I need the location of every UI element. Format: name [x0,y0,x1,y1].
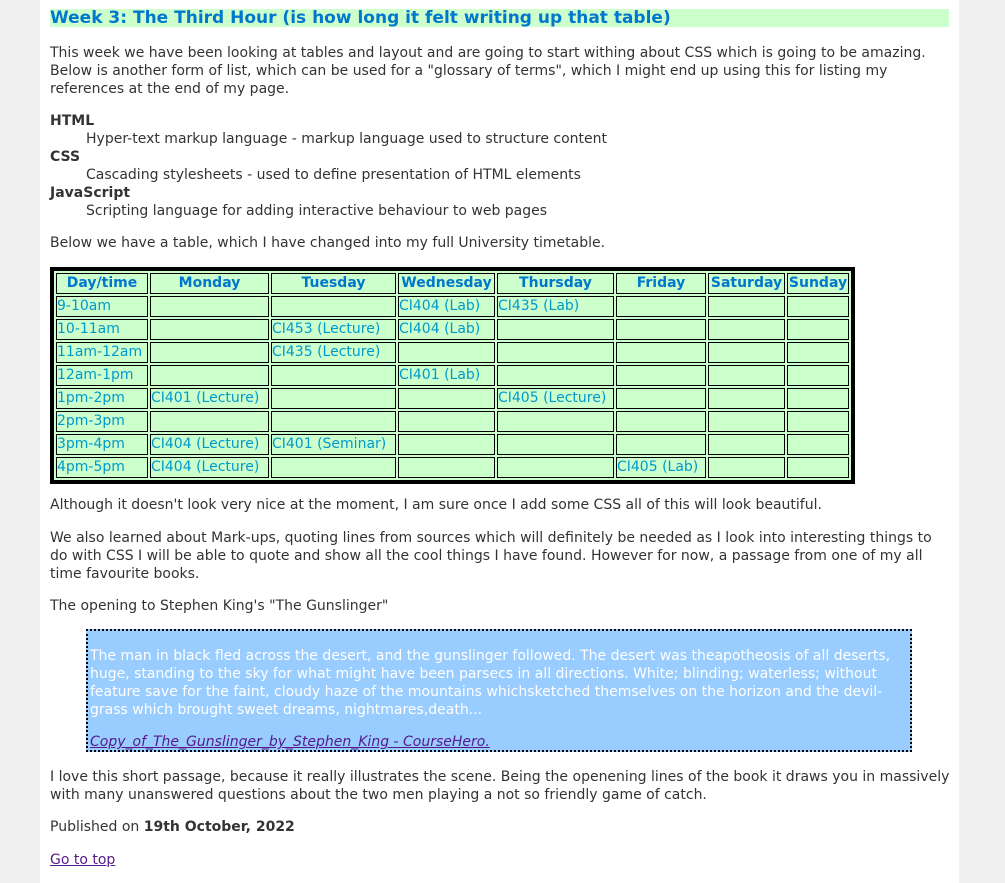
class-cell [497,434,614,455]
header-cell: Tuesday [271,273,396,294]
table-intro: Below we have a table, which I have changed into my full University timetable. [50,235,606,251]
table-row [56,411,849,432]
quote-intro: The opening to Stephen King's "The Gunslinger" [50,598,389,614]
class-cell: CI404 (Lab) [398,296,495,317]
glossary-definition: Scripting language for adding interactive behaviour to web pages [86,203,548,219]
table-row [56,434,849,455]
class-cell [150,342,269,363]
class-cell [708,296,785,317]
class-cell [787,457,849,478]
class-cell [787,319,849,340]
header-cell: Saturday [708,273,785,294]
header-cell: Sunday [787,273,849,294]
quote-citation-link[interactable]: Copy_of_The_Gunslinger_by_Stephen_King - CourseHero. [90,734,490,750]
class-cell [616,365,706,386]
class-cell [271,457,396,478]
closing-paragraph: I love this short passage, because it really illustrates the scene. Being the openening lines of the book it draws you in massively with many unanswered questions about the two men playing a not so friendly game of catch. [50,769,950,803]
class-cell [616,411,706,432]
class-cell [708,457,785,478]
table-row [56,296,849,317]
table-row [56,388,849,409]
class-cell [708,365,785,386]
timetable-body [56,296,849,478]
class-cell [787,411,849,432]
class-cell [150,296,269,317]
table-row [56,319,849,340]
go-to-top-line [50,851,115,869]
time-cell: 12am-1pm [56,365,148,386]
class-cell [398,411,495,432]
class-cell [787,342,849,363]
glossary-term: JavaScript [50,185,131,201]
table-row [56,342,849,363]
time-cell: 11am-12am [56,342,148,363]
time-cell: 4pm-5pm [56,457,148,478]
header-cell: Thursday [497,273,614,294]
class-cell [497,319,614,340]
glossary-definition: Hyper-text markup language - markup language used to structure content [86,131,607,147]
class-cell [398,342,495,363]
book-quote [86,629,912,752]
time-cell: 2pm-3pm [56,411,148,432]
intro-paragraph: This week we have been looking at tables and layout and are going to start withing about CSS which is going to be amazing. Below is another form of list, which can be used for a "glossary of terms", which I might end up using this for listing my references at the end of my page. [50,45,926,97]
glossary-list [50,112,607,220]
week-heading: Week 3: The Third Hour (is how long it felt writing up that table) [50,9,949,27]
time-cell: 1pm-2pm [56,388,148,409]
class-cell [616,296,706,317]
glossary-term: CSS [50,149,81,165]
class-cell [708,434,785,455]
class-cell: CI401 (Lecture) [150,388,269,409]
class-cell [150,319,269,340]
header-cell: Day/time [56,273,148,294]
class-cell: CI404 (Lecture) [150,434,269,455]
class-cell [787,434,849,455]
page [40,0,959,883]
class-cell [497,365,614,386]
table-row [56,365,849,386]
class-cell: CI405 (Lecture) [497,388,614,409]
class-cell: CI405 (Lab) [616,457,706,478]
class-cell [150,365,269,386]
time-cell: 3pm-4pm [56,434,148,455]
quote-text: The man in black fled across the desert, and the gunslinger followed. The desert was theapotheosis of all deserts, huge, standing to the sky for what might have been parsecs in all directions. White; blinding; waterless; without feature save for the faint, cloudy haze of the mountains whichsketched themselves on the horizon and the devil-grass which brought sweet dreams, nightmares,death... [90,648,891,718]
glossary-definition: Cascading stylesheets - used to define presentation of HTML elements [86,167,581,183]
class-cell: CI404 (Lab) [398,319,495,340]
class-cell [708,342,785,363]
published-date: 19th October, 2022 [143,819,295,835]
class-cell: CI435 (Lab) [497,296,614,317]
time-cell: 9-10am [56,296,148,317]
published-label: Published on [50,819,140,835]
class-cell [708,411,785,432]
class-cell [497,342,614,363]
class-cell [787,296,849,317]
class-cell: CI404 (Lecture) [150,457,269,478]
class-cell [150,411,269,432]
class-cell [398,388,495,409]
header-cell: Monday [150,273,269,294]
class-cell [616,319,706,340]
table-row [56,457,849,478]
class-cell [616,342,706,363]
class-cell [616,388,706,409]
class-cell [708,319,785,340]
time-cell: 10-11am [56,319,148,340]
class-cell [616,434,706,455]
glossary-term: HTML [50,113,95,129]
go-to-top-link[interactable]: Go to top [50,852,116,868]
class-cell: CI435 (Lecture) [271,342,396,363]
class-cell [708,388,785,409]
class-cell [497,457,614,478]
class-cell: CI453 (Lecture) [271,319,396,340]
class-cell [398,434,495,455]
class-cell [271,365,396,386]
class-cell [398,457,495,478]
header-cell: Wednesday [398,273,495,294]
published-line [50,818,295,836]
class-cell [497,411,614,432]
class-cell: CI401 (Lab) [398,365,495,386]
class-cell [271,411,396,432]
class-cell [271,388,396,409]
timetable-header-row [56,273,849,294]
timetable [50,267,855,484]
class-cell: CI401 (Seminar) [271,434,396,455]
header-cell: Friday [616,273,706,294]
class-cell [271,296,396,317]
markup-paragraph: We also learned about Mark-ups, quoting lines from sources which will definitely be needed as I look into interesting things to do with CSS I will be able to quote and show all the cool things I have found. However for now, a passage from one of my all time favourite books. [50,530,932,582]
class-cell [787,365,849,386]
class-cell [787,388,849,409]
after-table-paragraph: Although it doesn't look very nice at the moment, I am sure once I add some CSS all of this will look beautiful. [50,497,822,513]
